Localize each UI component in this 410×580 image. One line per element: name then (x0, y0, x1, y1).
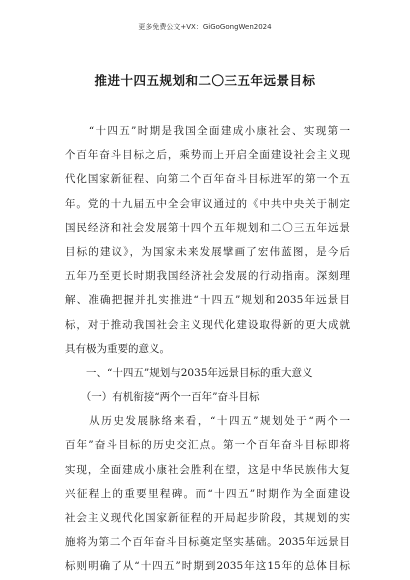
body-line: 年。党的十九届五中全会审议通过的《中共中央关于制定 (65, 197, 350, 210)
body-line: 从历史发展脉络来看，“十四五”规划处于“两个一 (65, 415, 350, 428)
body-line: 具有极为重要的意义。 (65, 342, 170, 355)
body-line: 解、准确把握并扎实推进“十四五”规划和2035年远景目 (65, 294, 350, 307)
body-line: 施将为第二个百年奋斗目标奠定坚实基础。2035年远景目 (65, 536, 350, 549)
body-line: “十四五”时期是我国全面建成小康社会、实现第一 (65, 125, 350, 137)
body-line: （一）有机衔接“两个一百年”奋斗目标 (65, 391, 260, 404)
body-line: 标，对于推动我国社会主义现代化建设取得新的更大成就 (65, 318, 350, 331)
body-line: 百年”奋斗目标的历史交汇点。第一个百年奋斗目标即将 (65, 439, 350, 452)
header-note: 更多免费公文+VX：GiGoGongWen2024 (138, 23, 272, 31)
body-line: 目标的建议》，为国家未来发展擘画了宏伟蓝图，是今后 (65, 245, 350, 258)
document-title: 推进十四五规划和二〇三五年远景目标 (94, 73, 316, 88)
body-line: 一、“十四五”规划与2035年远景目标的重大意义 (65, 366, 313, 379)
body-line: 标则明确了从“十四五”时期到2035年这15年的总体目标 (65, 560, 350, 573)
body-line: 五年乃至更长时期我国经济社会发展的行动指南。深刻理 (65, 270, 350, 283)
document-body (65, 119, 350, 579)
body-line: 代化国家新征程、向第二个百年奋斗目标进军的第一个五 (65, 173, 350, 186)
body-line: 国民经济和社会发展第十四个五年规划和二〇三五年远景 (65, 221, 350, 234)
body-line: 个百年奋斗目标之后，乘势而上开启全面建设社会主义现 (65, 149, 350, 162)
body-line: 兴征程上的重要里程碑。而“十四五”时期作为全面建设 (65, 487, 350, 500)
body-line: 实现，全面建成小康社会胜利在望，这是中华民族伟大复 (65, 463, 350, 476)
body-line: 社会主义现代化国家新征程的开局起步阶段，其规划的实 (65, 512, 350, 524)
